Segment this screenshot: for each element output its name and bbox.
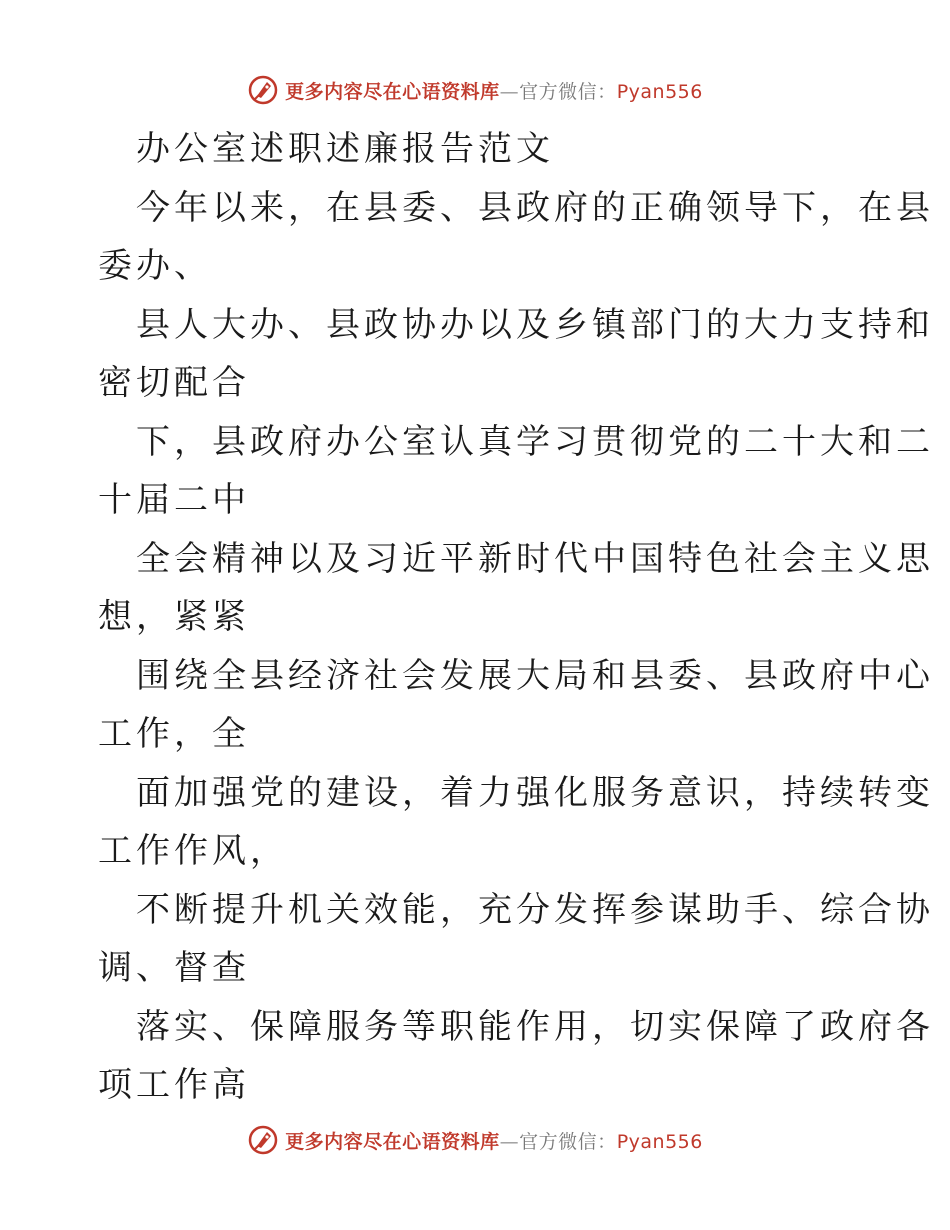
paragraph-line: 不断提升机关效能，充分发挥参谋助手、综合协 [136,889,934,930]
paragraph-line: 委办、 [98,246,212,286]
footer-dash: — [499,1130,520,1153]
paragraph-line: 面加强党的建设，着力强化服务意识，持续转变 [136,772,934,813]
header-dash: — [499,80,520,103]
paragraph-line: 十届二中 [98,480,250,520]
header-banner-text [285,77,703,104]
footer-wechat-id: Pyan556 [616,1130,703,1153]
footer-banner [0,1120,950,1160]
paragraph-line: 调、督查 [98,948,250,988]
paragraph-line: 今年以来，在县委、县政府的正确领导下，在县 [136,187,934,228]
paragraph-line: 县人大办、县政协办以及乡镇部门的大力支持和 [136,304,934,345]
paragraph-line: 落实、保障服务等职能作用，切实保障了政府各 [136,1006,934,1047]
header-banner-inner [247,74,703,106]
pen-nib-logo-icon [247,1124,279,1156]
header-wechat-label: 官方微信： [519,80,617,103]
paragraph-line: 项工作高 [98,1065,250,1105]
paragraph-line: 想，紧紧 [98,597,250,637]
footer-brand: 更多内容尽在心语资料库 [285,1130,500,1153]
footer-banner-inner [247,1124,703,1156]
paragraph-line: 工作，全 [98,714,250,754]
header-wechat-id: Pyan556 [616,80,703,103]
header-banner [0,70,950,110]
footer-banner-text [285,1127,703,1154]
pen-nib-logo-icon [247,74,279,106]
document-title: 办公室述职述廉报告范文 [136,129,554,169]
paragraph-line: 下，县政府办公室认真学习贯彻党的二十大和二 [136,421,934,462]
paragraph-line: 密切配合 [98,363,250,403]
footer-wechat-label: 官方微信： [519,1130,617,1153]
document-body [98,120,934,1115]
paragraph-line: 全会精神以及习近平新时代中国特色社会主义思 [136,538,934,579]
paragraph-line: 工作作风， [98,831,288,871]
paragraph-line: 围绕全县经济社会发展大局和县委、县政府中心 [136,655,934,696]
header-brand: 更多内容尽在心语资料库 [285,80,500,103]
